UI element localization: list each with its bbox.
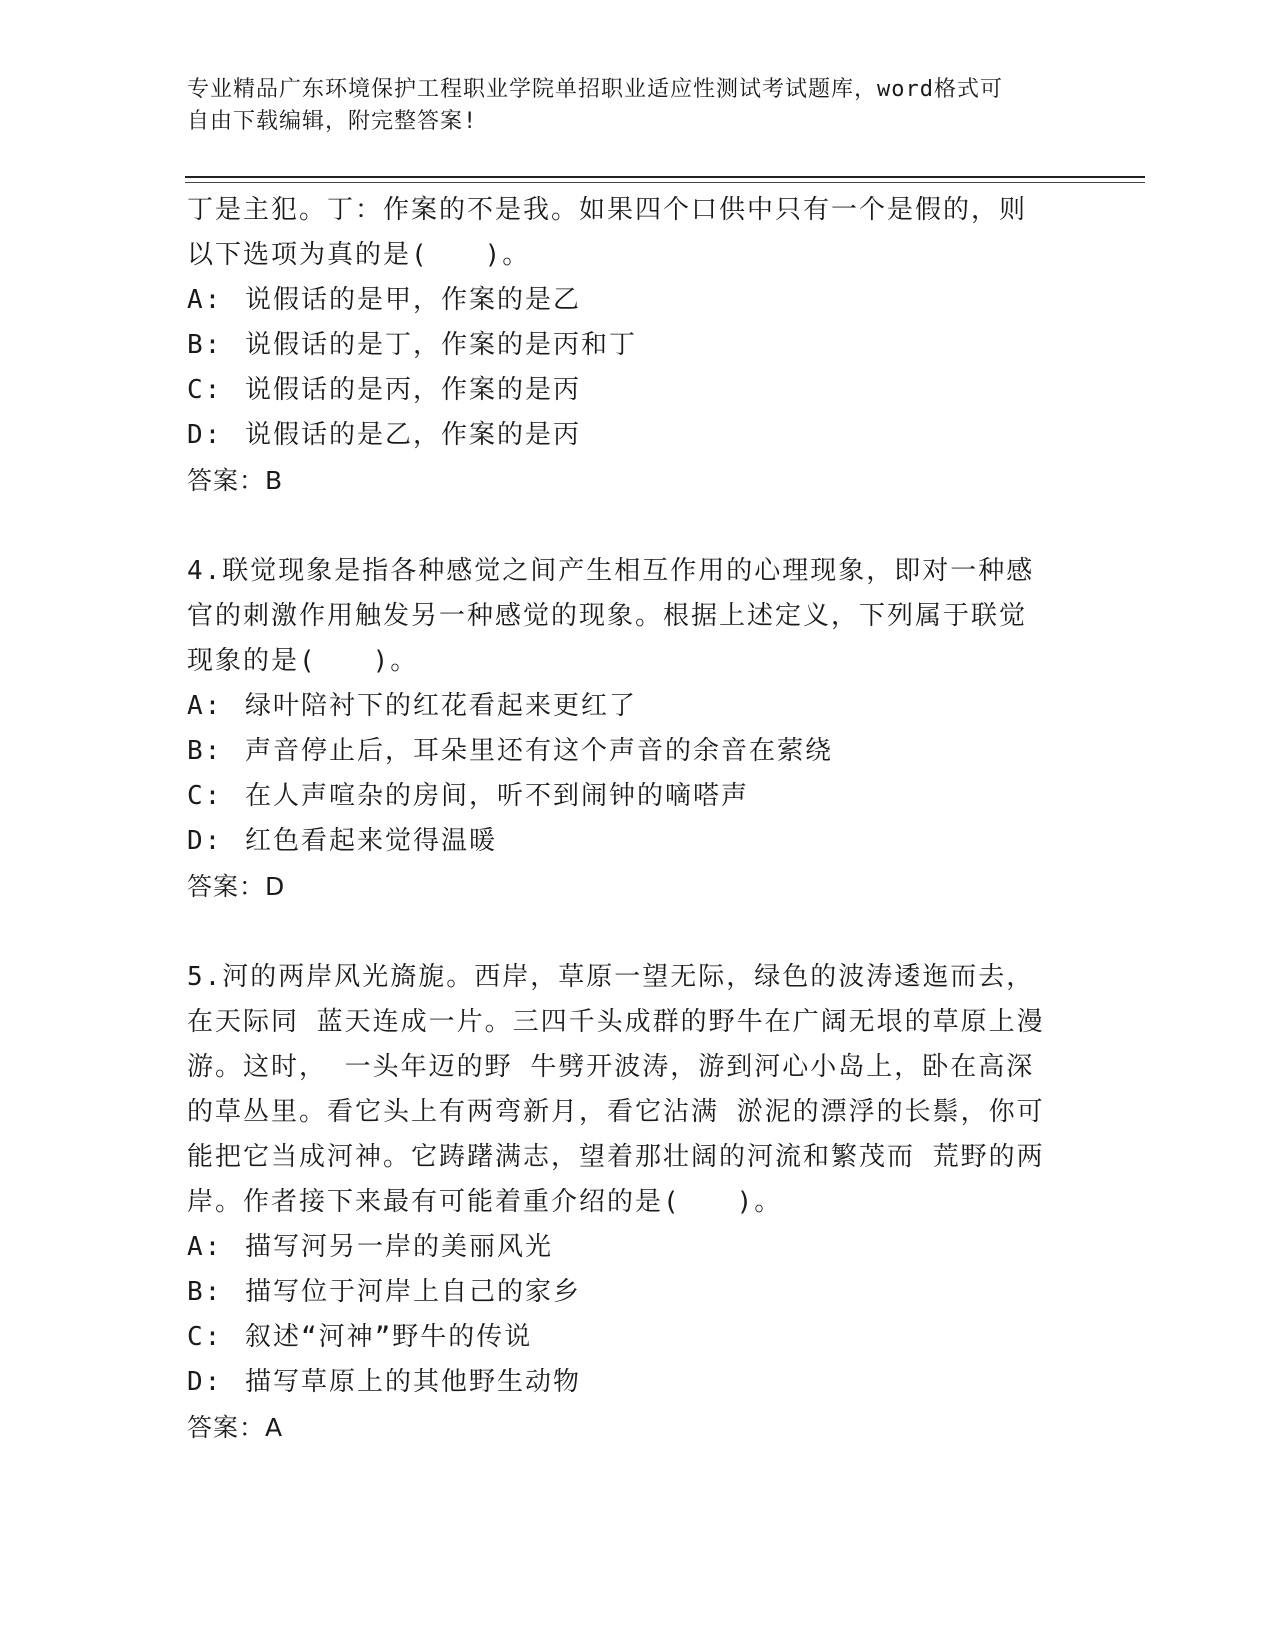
option-b (187, 323, 1087, 368)
question-stem-line: 官的刺激作用触发另一种感觉的现象。根据上述定义，下列属于联觉 (187, 601, 1028, 631)
option-letter: B: (187, 736, 223, 766)
option-letter: D: (187, 1367, 223, 1397)
option-letter: A: (187, 691, 223, 721)
answer-line: 答案：D (187, 872, 286, 901)
question-stem-line: 4.联觉现象是指各种感觉之间产生相互作用的心理现象，即对一种感 (187, 556, 1035, 586)
option-c (187, 368, 1087, 413)
question-stem-line: 现象的是( )。 (187, 646, 419, 676)
question-stem-line: 以下选项为真的是( )。 (187, 240, 531, 270)
option-text: 说假话的是乙，作案的是丙 (245, 420, 582, 450)
option-b (187, 729, 1087, 774)
option-text: 在人声喧杂的房间，听不到闹钟的嘀嗒声 (245, 781, 750, 811)
spacer (187, 909, 1087, 955)
question-stem-line: 的草丛里。看它头上有两弯新月，看它沾满 淤泥的漂浮的长鬃，你可 (187, 1097, 1045, 1127)
option-text: 叙述“河神”野牛的传说 (245, 1322, 533, 1352)
option-text: 说假话的是甲，作案的是乙 (245, 285, 582, 315)
question-stem-line: 5.河的两岸风光旖旎。西岸，草原一望无际，绿色的波涛逶迤而去， (187, 962, 1035, 992)
header-rule-thin (185, 182, 1145, 183)
option-a (187, 684, 1087, 729)
option-text: 红色看起来觉得温暖 (245, 826, 498, 856)
option-d (187, 819, 1087, 864)
question-stem-line: 岸。作者接下来最有可能着重介绍的是( )。 (187, 1187, 783, 1217)
option-b (187, 1270, 1087, 1315)
document-header (187, 74, 1067, 138)
answer-line: 答案：A (187, 1413, 284, 1442)
question-stem-line: 能把它当成河神。它踌躇满志，望着那壮阔的河流和繁茂而 荒野的两 (187, 1142, 1045, 1172)
header-line-1: 专业精品广东环境保护工程职业学院单招职业适应性测试考试题库，word格式可 (187, 77, 1003, 102)
header-line-2: 自由下载编辑，附完整答案! (187, 109, 478, 134)
option-text: 说假话的是丙，作案的是丙 (245, 375, 582, 405)
option-text: 描写位于河岸上自己的家乡 (245, 1277, 582, 1307)
option-a (187, 278, 1087, 323)
option-letter: A: (187, 285, 223, 315)
question-stem-line: 游。这时， 一头年迈的野 牛劈开波涛，游到河心小岛上，卧在高深 (187, 1052, 1035, 1082)
question-block (187, 549, 1087, 909)
option-letter: D: (187, 420, 223, 450)
spacer (187, 503, 1087, 549)
option-text: 绿叶陪衬下的红花看起来更红了 (245, 691, 638, 721)
option-a (187, 1225, 1087, 1270)
option-text: 描写河另一岸的美丽风光 (245, 1232, 554, 1262)
question-stem-line: 丁是主犯。丁：作案的不是我。如果四个口供中只有一个是假的，则 (187, 195, 1028, 225)
question-block (187, 188, 1087, 503)
option-letter: C: (187, 781, 223, 811)
answer-line: 答案：B (187, 466, 284, 495)
option-text: 声音停止后，耳朵里还有这个声音的余音在萦绕 (245, 736, 834, 766)
document-body (187, 188, 1087, 1450)
option-text: 描写草原上的其他野生动物 (245, 1367, 582, 1397)
option-c (187, 1315, 1087, 1360)
option-text: 说假话的是丁，作案的是丙和丁 (245, 330, 638, 360)
option-letter: C: (187, 375, 223, 405)
option-letter: B: (187, 330, 223, 360)
question-stem-line: 在天际同 蓝天连成一片。三四千头成群的野牛在广阔无垠的草原上漫 (187, 1007, 1045, 1037)
option-letter: C: (187, 1322, 223, 1352)
question-block (187, 955, 1087, 1450)
option-c (187, 774, 1087, 819)
option-letter: A: (187, 1232, 223, 1262)
option-letter: B: (187, 1277, 223, 1307)
option-letter: D: (187, 826, 223, 856)
option-d (187, 1360, 1087, 1405)
header-rule-thick (185, 176, 1145, 178)
option-d (187, 413, 1087, 458)
